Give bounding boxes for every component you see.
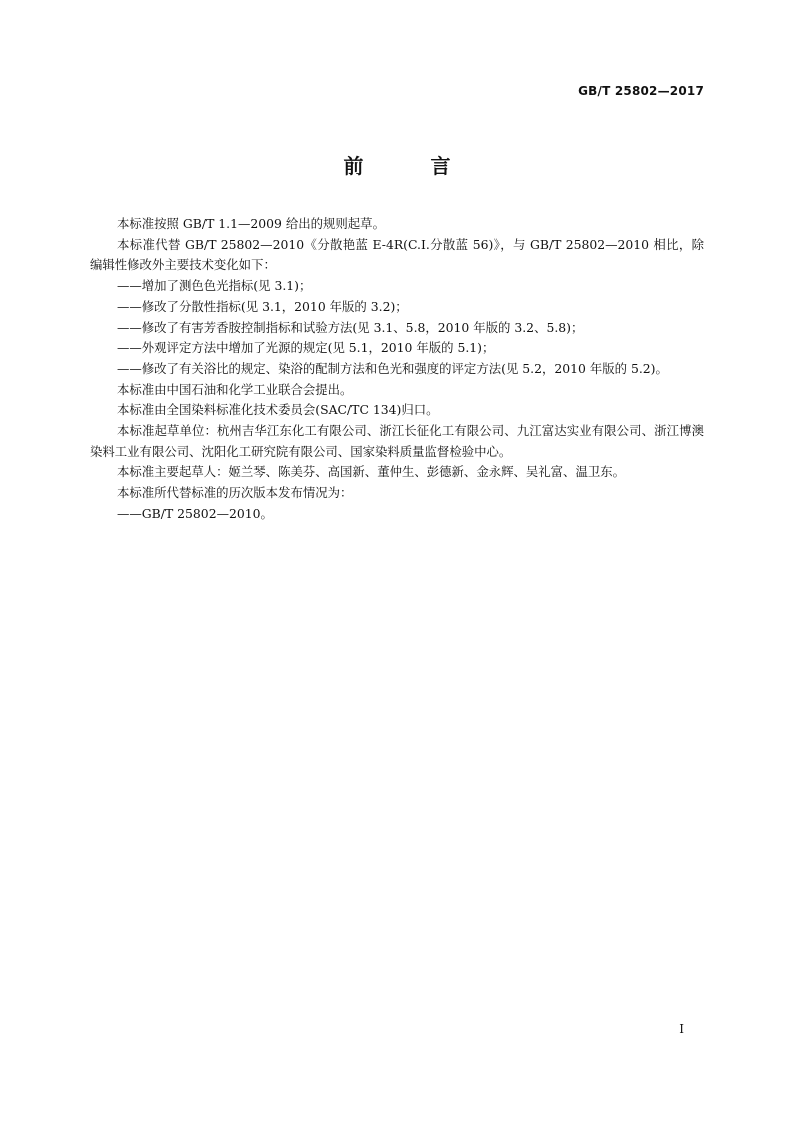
paragraph-drafting-units: 本标准起草单位：杭州吉华江东化工有限公司、浙江长征化工有限公司、九江富达实业有限公司、浙江博澳染料工业有限公司、沈阳化工研究院有限公司、国家染料质量监督检验中心。 xyxy=(90,423,704,459)
paragraph-drafting-rules: 本标准按照 GB/T 1.1—2009 给出的规则起草。 xyxy=(117,216,385,231)
paragraph-drafters: 本标准主要起草人：姬兰琴、陈美芬、高国新、董仲生、彭德新、金永辉、吴礼富、温卫东。 xyxy=(117,464,626,480)
page-title: 前 言 xyxy=(343,154,481,178)
page-number: I xyxy=(679,1022,684,1036)
paragraph-version-history: 本标准所代替标准的历次版本发布情况为： xyxy=(117,485,353,501)
standard-code-header: GB/T 25802—2017 xyxy=(578,84,704,98)
foreword-body xyxy=(90,214,704,525)
history-item-2010: ——GB/T 25802—2010。 xyxy=(117,505,273,521)
paragraph-replacement-statement: 本标准代替 GB/T 25802—2010《分散艳蓝 E-4R(C.I.分散蓝 56)》，与 GB/T 25802—2010 相比，除编辑性修改外主要技术变化如下： xyxy=(90,236,704,273)
change-item-dispersibility: ——修改了分散性指标(见 3.1，2010 年版的 3.2)； xyxy=(117,298,408,314)
change-item-shade-indicator: ——增加了测色色光指标(见 3.1)； xyxy=(117,278,312,294)
change-item-aromatic-amines: ——修改了有害芳香胺控制指标和试验方法(见 3.1、5.8，2010 年版的 3.2、5.8)； xyxy=(117,319,584,335)
change-item-bath-ratio: ——修改了有关浴比的规定、染浴的配制方法和色光和强度的评定方法(见 5.2，2010 年版的 5.2)。 xyxy=(117,360,668,376)
change-item-light-source: ——外观评定方法中增加了光源的规定(见 5.1，2010 年版的 5.1)； xyxy=(117,340,495,356)
paragraph-proposed-by: 本标准由中国石油和化学工业联合会提出。 xyxy=(117,381,353,397)
paragraph-administered-by: 本标准由全国染料标准化技术委员会(SAC/TC 134)归口。 xyxy=(117,402,439,418)
